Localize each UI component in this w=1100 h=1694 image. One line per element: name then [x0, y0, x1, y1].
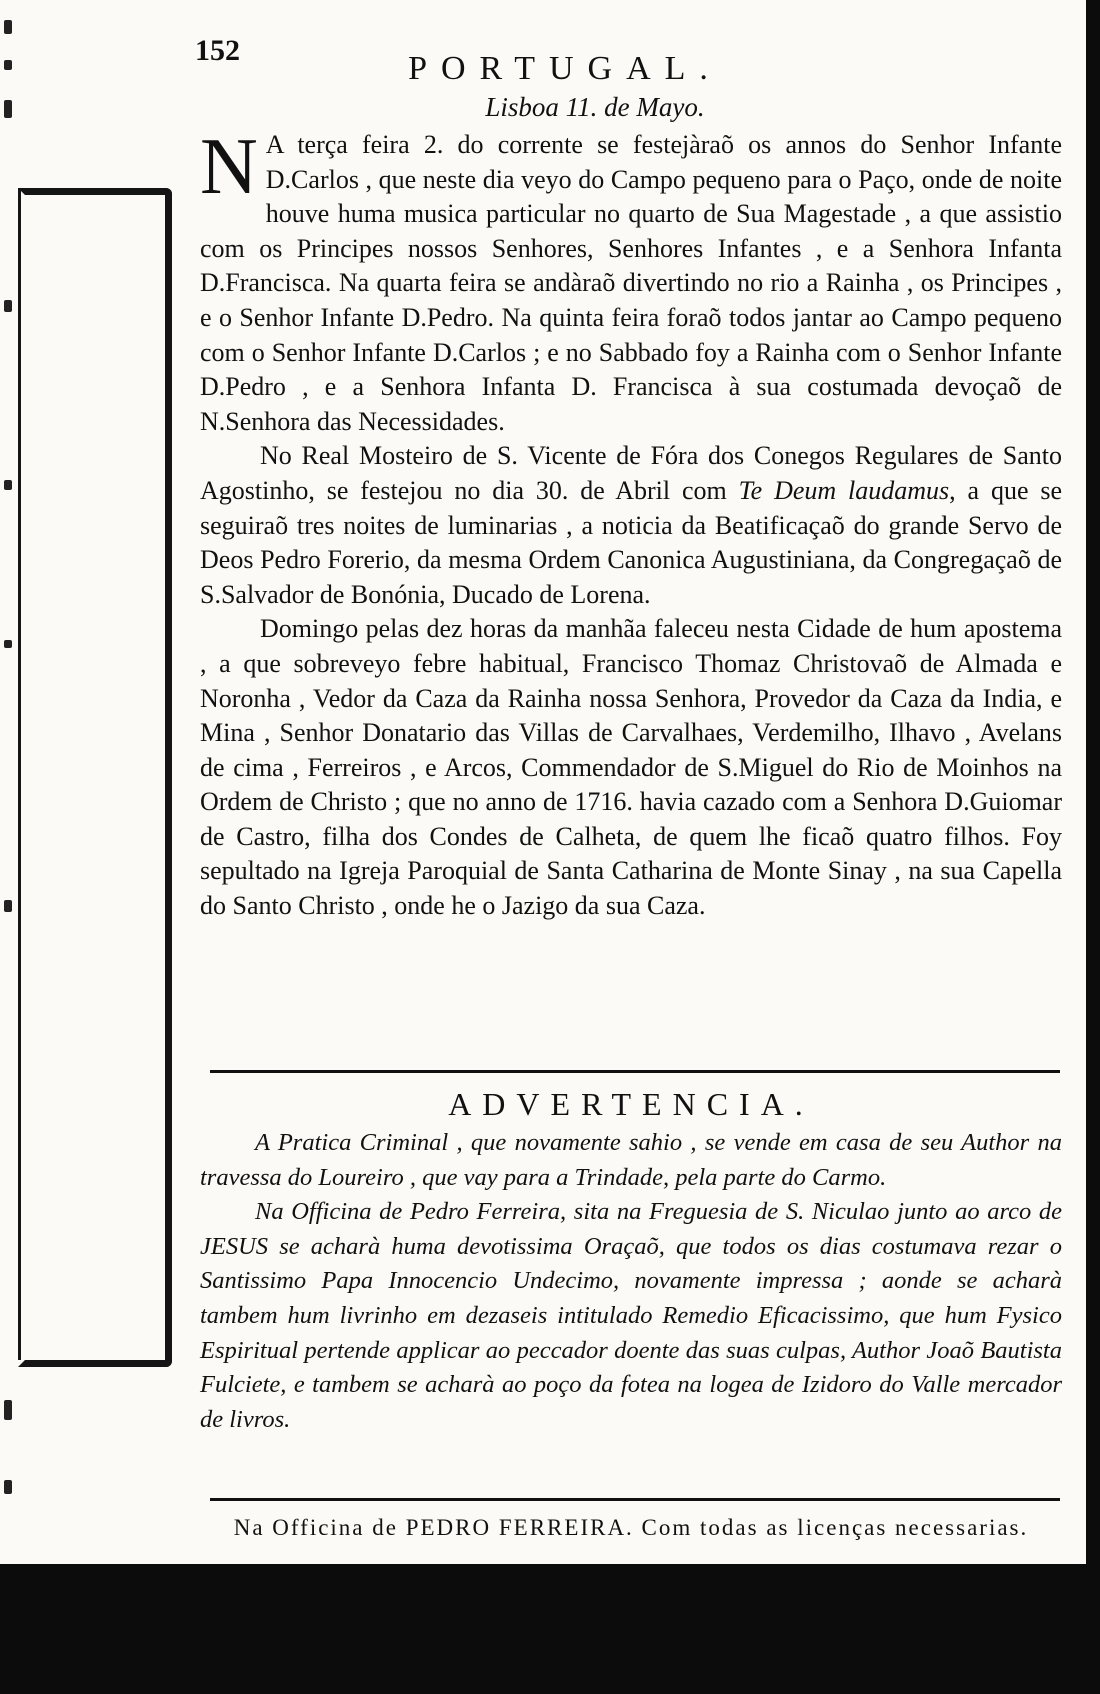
scan-edge-right: [1086, 0, 1100, 1694]
dateline: Lisboa 11. de Mayo.: [485, 92, 705, 122]
paragraph-3: Domingo pelas dez horas da manhãa faleceu nesta Cidade de hum apostema , a que sobreveyo febre habitual, Francisco Thomaz Christovaõ de Almada e Noronha , Vedor da Caza da Rainha nossa Senhora, Provedor da Caza da India, e Mina , Senhor Donatario das Villas de Carvalhaes, Verdemilho, Ilhavo , Avelans de cima , Ferreiros , e Arcos, Commendador de S.Miguel do Rio de Moinhos na Ordem de Christo ; que no anno de 1716. havia cazado com a Senhora D.Guiomar de Castro, filha dos Condes de Calheta, de quem lhe ficaõ quatro filhos. Foy sepultado na Igreja Paroquial de Santa Catharina de Monte Sinay , na sua Capella do Santo Christo , onde he o Jazigo da sua Caza.: [200, 614, 1062, 921]
paragraph-2-text-a: No Real Mosteiro de S. Vicente de Fóra dos Conegos Regulares de Santo Agostinho, se festejou no dia 30. de Abril com: [200, 441, 1062, 505]
advertencia-heading: ADVERTENCIA.: [448, 1086, 814, 1122]
binding-bracket: [18, 188, 172, 1367]
paragraph-2: [200, 439, 1062, 612]
divider-rule: [210, 1070, 1060, 1073]
scan-edge-bottom: [0, 1564, 1100, 1694]
paragraph-1-text: A terça feira 2. do corrente se festejàraõ os annos do Senhor Infante D.Carlos , que neste dia veyo do Campo pequeno para o Paço, onde de noite houve huma musica particular no quarto de Sua Magestade , a que assistio com os Principes nossos Senhores, Senhores Infantes , e a Senhora Infanta D.Francisca. Na quarta feira se andàraõ divertindo no rio a Rainha , os Principes , e o Senhor Infante D.Pedro. Na quinta feira foraõ todos jantar ao Campo pequeno com o Senhor Infante D.Carlos ; e no Sabbado foy a Rainha com o Senhor Infante D.Pedro , e a Senhora Infanta D. Francisca à sua costumada devoçaõ de N.Senhora das Necessidades.: [200, 130, 1062, 436]
article-body: [200, 123, 1063, 924]
imprint-line: Na Officina de PEDRO FERREIRA. Com todas as licenças necessarias.: [233, 1515, 1029, 1540]
advertencia-body: [200, 1126, 1062, 1437]
page-title: PORTUGAL.: [408, 50, 722, 87]
paragraph-2-text-b: , a que se seguiraõ tres noites de luminarias , a noticia da Beatificaçaõ do grande Servo de Deos Pedro Forerio, da mesma Ordem Canonica Augustiniana, da Congregaçaõ de S.Salvador de Bonónia, Ducado de Lorena.: [200, 475, 1063, 609]
drop-cap: N: [200, 123, 258, 211]
advertencia-paragraph-2: Na Officina de Pedro Ferreira, sita na Freguesia de S. Niculao junto ao arco de JESUS se acharà huma devotissima Oraçaõ, que todos os dias costumava rezar o Santissimo Papa Innocencio Undecimo, novamente impressa ; aonde se acharà tambem hum livrinho em dezaseis intitulado Remedio Eficacissimo, que hum Fysico Espiritual pertende applicar ao peccador doente das suas culpas, Author Joaõ Bautista Fulciete, e tambem se acharà ao poço da fotea na logea de Izidoro do Valle mercador de livros.: [200, 1198, 1062, 1433]
advertencia-paragraph-1: A Pratica Criminal , que novamente sahio , se vende em casa de seu Author na travessa do Loureiro , que vay para a Trindade, pela parte do Carmo.: [200, 1129, 1062, 1191]
page-number: 152: [195, 34, 240, 67]
binding-spine: [18, 188, 21, 1360]
paragraph-2-latin: Te Deum laudamus: [738, 475, 950, 505]
divider-rule-bottom: [210, 1498, 1060, 1501]
paragraph-1: [200, 123, 1062, 439]
